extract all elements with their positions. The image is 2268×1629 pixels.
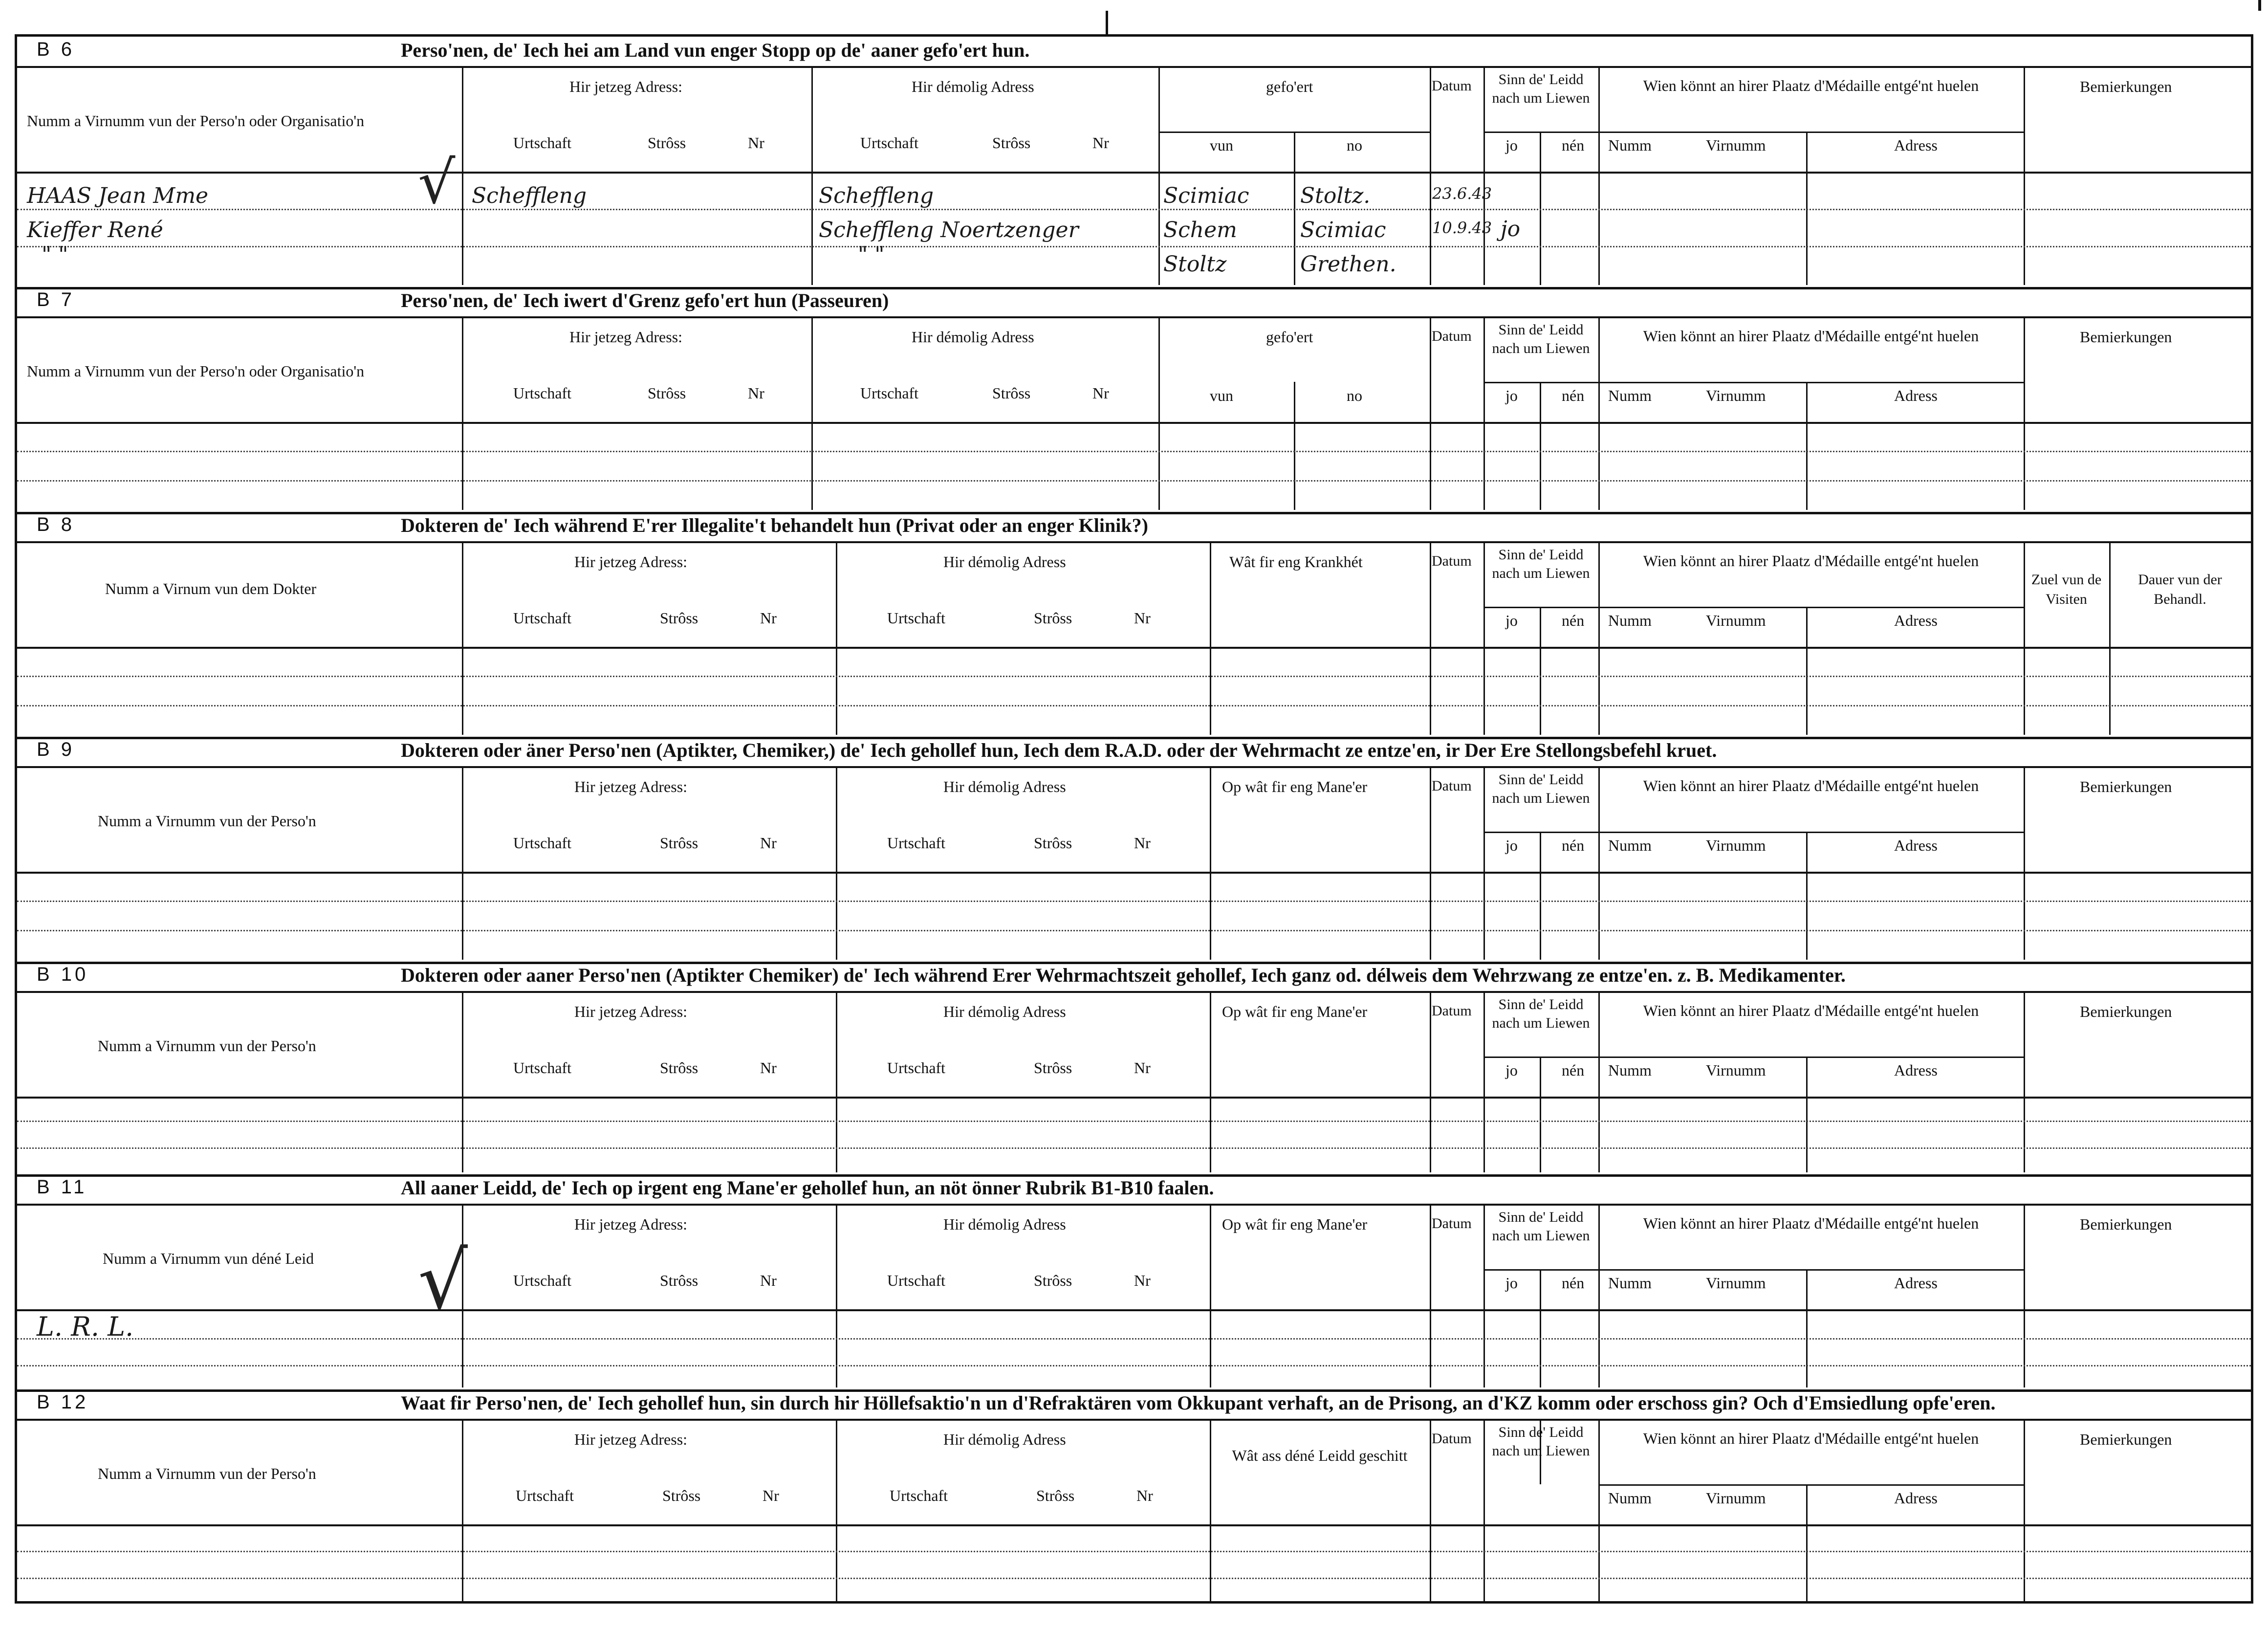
col-bemierkungen: Bemierkungen (2080, 1431, 2172, 1448)
col-vun: vun (1210, 387, 1233, 404)
col-name: Numm a Virnumm vun der Perso'n (98, 812, 316, 830)
top-registration-mark (1106, 11, 1108, 34)
col-nr: Nr (1134, 609, 1151, 627)
col-medaille: Wien könnt an hirer Plaatz d'Médaille entgé'nt huelen (1643, 77, 1979, 94)
column-header (17, 1421, 2251, 1526)
col-bemierkungen: Bemierkungen (2080, 778, 2172, 795)
section-header (17, 1174, 2251, 1206)
col-bemierkungen: Bemierkungen (2080, 328, 2172, 346)
col-urtschaft: Urtschaft (513, 1272, 572, 1289)
col-nen: nén (1562, 387, 1585, 404)
col-numm: Numm (1608, 612, 1652, 629)
col-nen: nén (1562, 837, 1585, 854)
col-nr: Nr (763, 1487, 779, 1504)
section-b9 (17, 737, 2251, 964)
section-code: B 7 (37, 289, 75, 310)
section-code: B 6 (37, 39, 75, 60)
col-addr-now: Hir jetzeg Adress: (574, 1003, 688, 1020)
col-nr: Nr (760, 1059, 777, 1077)
col-stross: Strôss (660, 834, 698, 852)
entry-rows (17, 874, 2251, 960)
col-manier: Op wât fir eng Mane'er (1222, 778, 1368, 795)
col-urtschaft: Urtschaft (887, 1059, 946, 1077)
handwritten-name: " " (42, 242, 68, 267)
col-sinn: Sinn de' Leidd nach um Liewen (1492, 771, 1590, 806)
col-bemierkungen: Bemierkungen (2080, 1003, 2172, 1020)
col-virnumm: Virnumm (1706, 136, 1766, 154)
handwritten-date: 23.6.43 (1432, 184, 1492, 203)
col-name: Numm a Virnumm vun der Perso'n oder Organisatio'n (27, 112, 365, 130)
col-manier: Op wât fir eng Mane'er (1222, 1003, 1368, 1020)
col-nr: Nr (1092, 134, 1109, 152)
col-addr-now: Hir jetzeg Adress: (569, 78, 683, 95)
section-b7 (17, 287, 2251, 514)
col-urtschaft: Urtschaft (513, 134, 572, 152)
col-virnumm: Virnumm (1706, 1061, 1766, 1079)
col-geschitt: Wât ass déné Leidd geschitt (1232, 1447, 1408, 1464)
col-sinn: Sinn de' Leidd nach um Liewen (1492, 71, 1590, 106)
col-addr-now: Hir jetzeg Adress: (574, 553, 688, 571)
section-title: Dokteren oder aaner Perso'nen (Aptikter Chemiker) de' Iech während Erer Wehrmachtszeit gehollef, Iech ganz od. délweis dem Wehrzwang ze entze'en. z. B. Medikamenter. (401, 964, 1846, 986)
col-jo: jo (1505, 612, 1518, 629)
col-stross: Strôss (1034, 1059, 1072, 1077)
col-virnumm: Virnumm (1706, 387, 1766, 404)
section-title: All aaner Leidd, de' Iech op irgent eng Mane'er gehollef hun, an nöt önner Rubrik B1-B10 faalen. (401, 1177, 1214, 1199)
col-gefoert: gefo'ert (1266, 328, 1313, 346)
col-addr-then: Hir démolig Adress (912, 78, 1034, 95)
col-urtschaft: Urtschaft (860, 134, 919, 152)
col-medaille: Wien könnt an hirer Plaatz d'Médaille entgé'nt huelen (1643, 1430, 1979, 1447)
section-title: Waat fir Perso'nen, de' Iech gehollef hun, sin durch hir Höllefsaktio'n un d'Refraktären vom Okkupant verhaft, an de Prisong, an d'KZ komm oder erschoss gin? Och d'Emsiedlung opfe'eren. (401, 1392, 1996, 1414)
col-numm: Numm (1608, 387, 1652, 404)
col-adress: Adress (1894, 1061, 1938, 1079)
col-nr: Nr (1136, 1487, 1153, 1504)
col-adress: Adress (1894, 1489, 1938, 1507)
col-stross: Strôss (660, 1059, 698, 1077)
handwritten-name: L. R. L. (37, 1311, 134, 1342)
col-stross: Strôss (1034, 1272, 1072, 1289)
col-addr-then: Hir démolig Adress (912, 328, 1034, 346)
column-header (17, 768, 2251, 874)
col-numm: Numm (1608, 1061, 1652, 1079)
handwritten-address: Scheffleng Noertzenger (819, 218, 1079, 242)
col-medaille: Wien könnt an hirer Plaatz d'Médaille entgé'nt huelen (1643, 327, 1979, 345)
col-vun: vun (1210, 136, 1233, 154)
column-header (17, 543, 2251, 649)
col-sinn: Sinn de' Leidd nach um Liewen (1492, 1209, 1590, 1244)
col-datum: Datum (1432, 328, 1472, 344)
col-nr: Nr (1134, 1059, 1151, 1077)
col-nr: Nr (1134, 834, 1151, 852)
col-urtschaft: Urtschaft (887, 1272, 946, 1289)
section-header (17, 512, 2251, 543)
col-datum: Datum (1432, 1431, 1472, 1447)
col-addr-then: Hir démolig Adress (943, 778, 1066, 795)
col-datum: Datum (1432, 778, 1472, 794)
col-name: Numm a Virnumm vun der Perso'n (98, 1037, 316, 1055)
column-header (17, 68, 2251, 174)
section-b6 (17, 37, 2251, 289)
form-page (15, 34, 2253, 1604)
col-stross: Strôss (992, 134, 1031, 152)
col-bemierkungen: Bemierkungen (2080, 1215, 2172, 1233)
col-medaille: Wien könnt an hirer Plaatz d'Médaille entgé'nt huelen (1643, 552, 1979, 570)
col-datum: Datum (1432, 1215, 1472, 1232)
col-nr: Nr (760, 609, 777, 627)
col-jo: jo (1505, 1274, 1518, 1292)
col-no: no (1347, 387, 1362, 404)
col-urtschaft: Urtschaft (860, 384, 919, 402)
col-stross: Strôss (648, 134, 686, 152)
entry-rows (17, 424, 2251, 510)
col-urtschaft: Urtschaft (513, 384, 572, 402)
col-urtschaft: Urtschaft (516, 1487, 574, 1504)
section-code: B 10 (37, 964, 89, 985)
col-urtschaft: Urtschaft (890, 1487, 948, 1504)
col-jo: jo (1505, 1061, 1518, 1079)
column-header (17, 993, 2251, 1099)
section-header (17, 737, 2251, 768)
entry-rows (17, 1099, 2251, 1172)
col-adress: Adress (1894, 837, 1938, 854)
col-bemierkungen: Bemierkungen (2080, 78, 2172, 95)
col-adress: Adress (1894, 136, 1938, 154)
col-name: Numm a Virnumm vun déné Leid (103, 1250, 314, 1267)
col-sinn: Sinn de' Leidd nach um Liewen (1492, 996, 1590, 1031)
right-registration-mark (2258, 0, 2261, 11)
section-code: B 9 (37, 739, 75, 760)
col-numm: Numm (1608, 1274, 1652, 1292)
col-stross: Strôss (648, 384, 686, 402)
entry-rows (17, 149, 2251, 285)
handwritten-alive: jo (1501, 217, 1521, 242)
col-sinn: Sinn de' Leidd nach um Liewen (1492, 547, 1590, 581)
col-urtschaft: Urtschaft (887, 834, 946, 852)
section-title: Dokteren de' Iech während E'rer Illegalite't behandelt hun (Privat oder an enger Klinik?) (401, 514, 1148, 536)
handwritten-name: HAAS Jean Mme (27, 183, 209, 208)
col-numm: Numm (1608, 1489, 1652, 1507)
col-addr-now: Hir jetzeg Adress: (574, 778, 688, 795)
section-code: B 11 (37, 1176, 87, 1198)
col-urtschaft: Urtschaft (513, 609, 572, 627)
col-addr-then: Hir démolig Adress (943, 1431, 1066, 1448)
col-virnumm: Virnumm (1706, 612, 1766, 629)
col-sinn: Sinn de' Leidd nach um Liewen (1492, 1424, 1590, 1459)
col-nr: Nr (1092, 384, 1109, 402)
col-urtschaft: Urtschaft (887, 609, 946, 627)
column-header (17, 318, 2251, 424)
col-krankheet: Wât fir eng Krankhét (1229, 553, 1363, 571)
col-numm: Numm (1608, 837, 1652, 854)
section-header (17, 1389, 2251, 1421)
section-title: Dokteren oder äner Perso'nen (Aptikter, Chemiker,) de' Iech gehollef hun, Iech dem R.A.D. oder der Wehrmacht ze entze'en, ir Der Ere Stellongsbefehl kruet. (401, 739, 1717, 761)
section-title: Perso'nen, de' Iech hei am Land vun enger Stopp op de' aaner gefo'ert hun. (401, 39, 1030, 61)
section-header (17, 287, 2251, 318)
col-addr-now: Hir jetzeg Adress: (569, 328, 683, 346)
col-dauer: Dauer vun der Behandl. (2138, 572, 2222, 607)
section-b12 (17, 1389, 2251, 1601)
entry-rows (17, 1311, 2251, 1387)
col-jo: jo (1505, 136, 1518, 154)
col-jo: jo (1505, 387, 1518, 404)
col-nr: Nr (748, 134, 764, 152)
handwritten-to: Grethen. (1300, 252, 1396, 277)
handwritten-address: Scheffleng (819, 183, 934, 208)
col-nen: nén (1562, 1274, 1585, 1292)
col-nr: Nr (760, 1272, 777, 1289)
col-stross: Strôss (660, 609, 698, 627)
check-mark-icon: √ (418, 1235, 468, 1326)
section-b11 (17, 1174, 2251, 1392)
col-nen: nén (1562, 136, 1585, 154)
col-addr-now: Hir jetzeg Adress: (574, 1431, 688, 1448)
col-sinn: Sinn de' Leidd nach um Liewen (1492, 322, 1590, 356)
col-numm: Numm (1608, 136, 1652, 154)
col-no: no (1347, 136, 1362, 154)
col-manier: Op wât fir eng Mane'er (1222, 1215, 1368, 1233)
col-stross: Strôss (1036, 1487, 1075, 1504)
col-nr: Nr (1134, 1272, 1151, 1289)
handwritten-from: Schem (1163, 218, 1237, 242)
col-name: Numm a Virnumm vun der Perso'n oder Organisatio'n (27, 362, 365, 380)
col-stross: Strôss (660, 1272, 698, 1289)
col-urtschaft: Urtschaft (513, 1059, 572, 1077)
col-datum: Datum (1432, 78, 1472, 94)
col-name: Numm a Virnumm vun der Perso'n (98, 1465, 316, 1482)
col-name: Numm a Virnum vun dem Dokter (105, 580, 317, 597)
handwritten-to: Stoltz. (1300, 183, 1371, 208)
col-nen: nén (1562, 612, 1585, 629)
col-virnumm: Virnumm (1706, 837, 1766, 854)
col-zuel: Zuel vun de Visiten (2031, 572, 2102, 607)
handwritten-from: Stoltz (1163, 252, 1227, 277)
col-medaille: Wien könnt an hirer Plaatz d'Médaille entgé'nt huelen (1643, 1002, 1979, 1019)
check-mark-icon: √ (418, 149, 456, 217)
col-addr-then: Hir démolig Adress (943, 1215, 1066, 1233)
col-datum: Datum (1432, 1003, 1472, 1019)
col-medaille: Wien könnt an hirer Plaatz d'Médaille entgé'nt huelen (1643, 777, 1979, 794)
entry-rows (17, 1526, 2251, 1601)
col-adress: Adress (1894, 1274, 1938, 1292)
handwritten-address: " " (858, 242, 885, 267)
section-title: Perso'nen, de' Iech iwert d'Grenz gefo'ert hun (Passeuren) (401, 289, 889, 311)
col-stross: Strôss (662, 1487, 701, 1504)
section-header (17, 962, 2251, 993)
col-nr: Nr (760, 834, 777, 852)
handwritten-address: Scheffleng (472, 183, 587, 208)
handwritten-to: Scimiac (1300, 218, 1386, 242)
column-header (17, 1206, 2251, 1326)
entry-rows (17, 649, 2251, 735)
col-addr-then: Hir démolig Adress (943, 1003, 1066, 1020)
section-code: B 8 (37, 514, 75, 535)
col-adress: Adress (1894, 387, 1938, 404)
col-stross: Strôss (1034, 834, 1072, 852)
col-datum: Datum (1432, 553, 1472, 569)
col-stross: Strôss (992, 384, 1031, 402)
section-header (17, 37, 2251, 68)
col-medaille: Wien könnt an hirer Plaatz d'Médaille entgé'nt huelen (1643, 1214, 1979, 1232)
col-addr-then: Hir démolig Adress (943, 553, 1066, 571)
col-adress: Adress (1894, 612, 1938, 629)
handwritten-date: 10.9.43 (1432, 219, 1492, 237)
section-b10 (17, 962, 2251, 1177)
col-virnumm: Virnumm (1706, 1489, 1766, 1507)
col-nr: Nr (748, 384, 764, 402)
section-code: B 12 (37, 1391, 89, 1413)
col-addr-now: Hir jetzeg Adress: (574, 1215, 688, 1233)
section-b8 (17, 512, 2251, 739)
col-jo: jo (1505, 837, 1518, 854)
col-urtschaft: Urtschaft (513, 834, 572, 852)
col-stross: Strôss (1034, 609, 1072, 627)
col-nen: nén (1562, 1061, 1585, 1079)
handwritten-name: Kieffer René (27, 218, 163, 242)
col-gefoert: gefo'ert (1266, 78, 1313, 95)
col-virnumm: Virnumm (1706, 1274, 1766, 1292)
handwritten-from: Scimiac (1163, 183, 1249, 208)
